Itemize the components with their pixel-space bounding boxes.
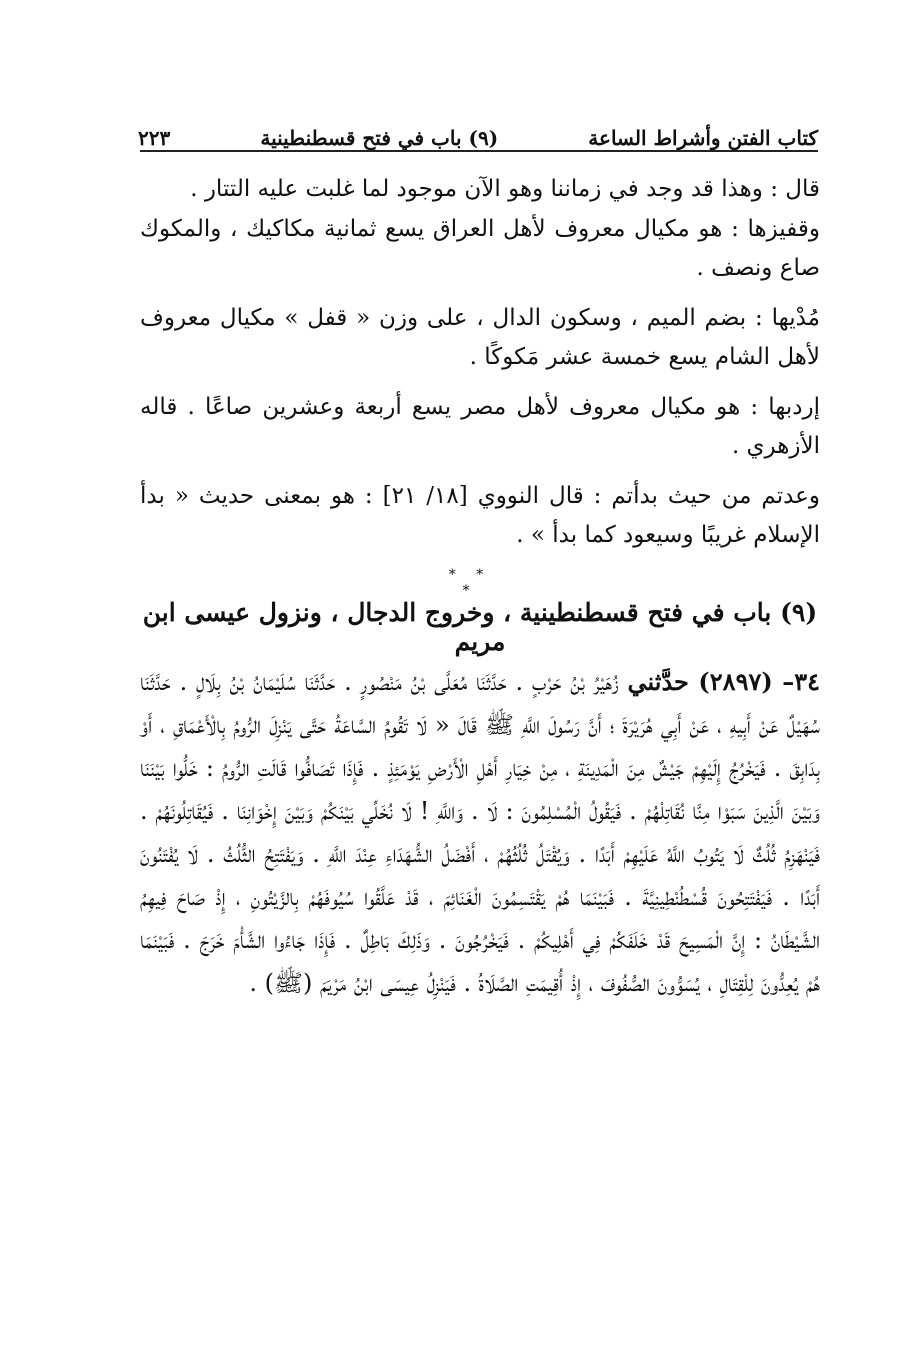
hadith-number: ٣٤– (٢٨٩٧) حدَّثني	[627, 667, 821, 696]
hadith-text	[140, 660, 820, 1005]
note-paragraph: إردبها : هو مكيال معروف لأهل مصر يسع أربعة وعشرين صاعًا . قاله الأزهري .	[140, 393, 820, 459]
hadith-body: زُهَيْرُ بْنُ حَرْبٍ . حَدَّثَنَا مُعَلَّى بْنُ مَنْصُورٍ . حَدَّثَنَا سُلَيْمَانُ بْنُ بِلَالٍ . حَدَّثَنَا سُهَيْلٌ عَنْ أَبِيهِ ، عَنْ أَبِي هُرَيْرَةَ ؛ أَنَّ رَسُولَ اللَّهِ ﷺ قَالَ « لَا تَقُومُ السَّاعَةُ حَتَّى يَنْزِلَ الرُّومُ بِالْأَعْمَاقِ ، أَوْ بِدَابِقَ . فَيَخْرُجُ إِلَيْهِمْ جَيْشٌ مِنَ الْمَدِينَةِ ، مِنْ خِيَارِ أَهْلِ الْأَرْضِ يَوْمَئِذٍ . فَإِذَا تَصَافُّوا قَالَتِ الرُّومُ : خَلُّوا بَيْنَنَا وَبَيْنَ الَّذِينَ سَبَوْا مِنَّا نُقَاتِلْهُمْ . فَيَقُولُ الْمُسْلِمُونَ : لَا . وَاللَّهِ ! لَا نُخَلِّي بَيْنَكُمْ وَبَيْنَ إِخْوَانِنَا . فَيُقَاتِلُونَهُمْ . فَيَنْهَزِمُ ثُلُثٌ لَا يَتُوبُ اللَّهُ عَلَيْهِمْ أَبَدًا . وَيُقْتَلُ ثُلُثُهُمْ ، أَفْضَلُ الشُّهَدَاءِ عِنْدَ اللَّهِ . وَيَفْتَتِحُ الثُّلُثُ . لَا يُفْتَنُونَ أَبَدًا . فَيَفْتَتِحُونَ قُسْطُنْطِينِيَّةَ . فَبَيْنَمَا هُمْ يَقْتَسِمُونَ الْغَنَائِمَ ، قَدْ عَلَّقُوا سُيُوفَهُمْ بِالزَّيْتُونِ ، إِذْ صَاحَ فِيهِمُ الشَّيْطَانُ : إِنَّ الْمَسِيحَ قَدْ خَلَفَكُمْ فِي أَهْلِيكُمْ . فَيَخْرُجُونَ . وَذَلِكَ بَاطِلٌ . فَإِذَا جَاءُوا الشَّأْمَ خَرَجَ . فَبَيْنَمَا هُمْ يُعِدُّونَ لِلْقِتَالِ ، يُسَوُّونَ الصُّفُوفَ ، إِذْ أُقِيمَتِ الصَّلَاةُ . فَيَنْزِلُ عِيسَى ابْنُ مَرْيَمَ (ﷺ) .	[140, 668, 821, 997]
book-title: كتاب الفتن وأشراط الساعة	[588, 126, 818, 150]
chapter-heading: (٩) باب في فتح قسطنطينية ، وخروج الدجال ، ونزول عيسى ابن مريم	[142, 598, 818, 656]
hadith-block	[140, 660, 820, 1005]
note-paragraph: وقفيزها : هو مكيال معروف لأهل العراق يسع ثمانية مكاكيك ، والمكوك صاع ونصف .	[140, 215, 820, 281]
note-paragraph: مُدْيها : بضم الميم ، وسكون الدال ، على وزن « قفل » مكيال معروف لأهل الشام يسع خمسة عشر مَكوكًا .	[140, 304, 820, 370]
section-separator: * * *	[448, 567, 492, 599]
section-title: (٩) باب في فتح قسطنطينية	[260, 126, 499, 150]
page-number: ٢٢٣	[138, 126, 171, 150]
note-paragraph: قال : وهذا قد وجد في زماننا وهو الآن موجود لما غلبت عليه التتار .	[190, 176, 820, 202]
header-rule	[140, 150, 818, 152]
note-paragraph: وعدتم من حيث بدأتم : قال النووي [١٨/ ٢١] : هو بمعنى حديث « بدأ الإسلام غريبًا وسيعود كما بدأ » .	[140, 482, 821, 548]
commentary-notes	[140, 170, 820, 556]
running-header	[138, 110, 818, 150]
